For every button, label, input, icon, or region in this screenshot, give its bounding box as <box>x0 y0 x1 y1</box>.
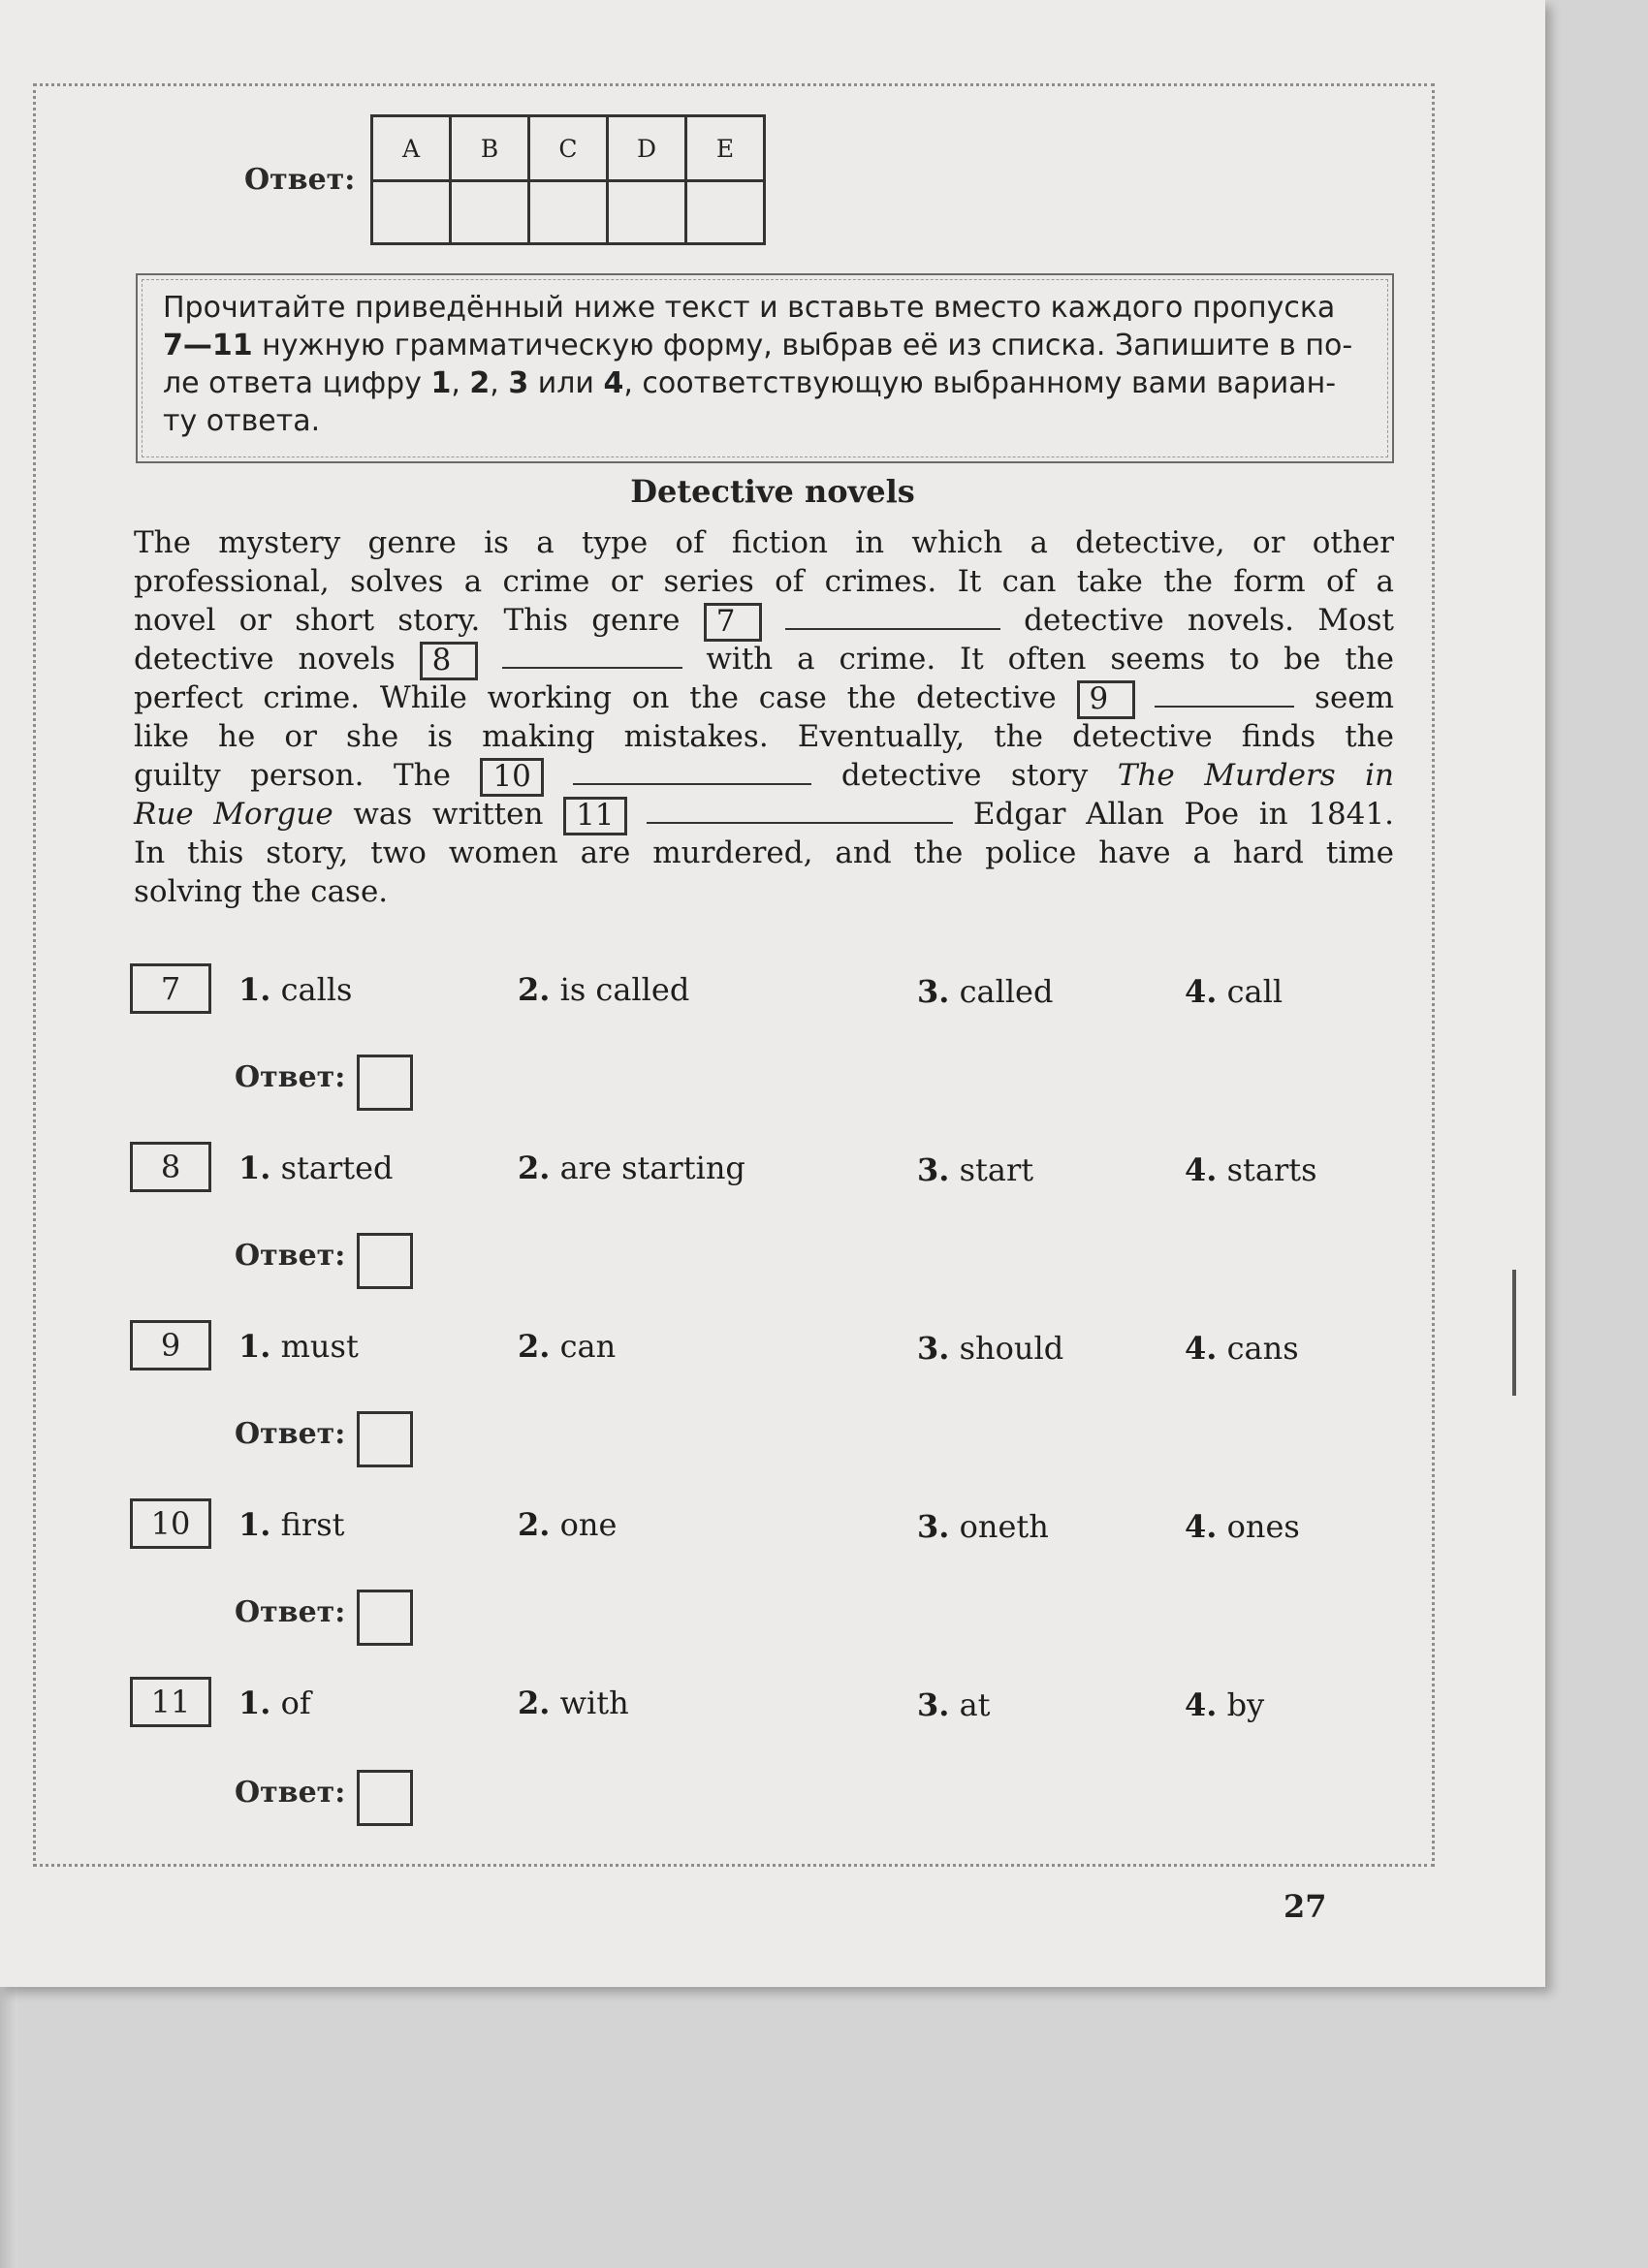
gap-7-blank[interactable] <box>785 601 1000 630</box>
option-number: 1. <box>238 971 271 1008</box>
grid-header-e: E <box>686 116 765 181</box>
answer-label: Ответ: <box>235 1060 346 1094</box>
option-number: 4. <box>1185 1686 1218 1723</box>
option-text: are starting <box>559 1150 745 1186</box>
instruction-line-1: Прочитайте приведённый ниже текст и вставьте вместо каждого пропуска <box>163 291 1336 325</box>
option-3[interactable] <box>917 1151 1033 1188</box>
option-number: 4. <box>1185 973 1218 1010</box>
instruction-digit-3: 3 <box>508 366 529 400</box>
instruction-sep-2: , <box>490 366 509 400</box>
gap-9-marker: 9 <box>1077 680 1135 719</box>
answer-box[interactable] <box>357 1770 413 1826</box>
option-text: can <box>559 1328 617 1365</box>
spine-edge-mark <box>1512 1270 1516 1396</box>
answer-box[interactable] <box>357 1055 413 1111</box>
answer-label: Ответ: <box>235 1417 346 1451</box>
instruction-line-3-end: , соответствующую выбранному вами вариан- <box>623 366 1337 400</box>
option-text: one <box>559 1506 618 1543</box>
option-4[interactable] <box>1185 1330 1299 1367</box>
option-text: should <box>959 1330 1064 1367</box>
option-2[interactable] <box>518 1506 617 1543</box>
gap-7-marker: 7 <box>704 603 762 642</box>
passage-line-10: solving the case. <box>134 874 389 909</box>
option-number: 3. <box>917 973 950 1010</box>
option-4[interactable] <box>1185 1508 1300 1545</box>
option-number: 2. <box>518 1328 551 1365</box>
option-number: 1. <box>238 1685 271 1721</box>
passage-line-8-c: Edgar Allan Poe in 1841. <box>972 797 1394 832</box>
option-number: 2. <box>518 1685 551 1721</box>
option-text: at <box>959 1686 991 1723</box>
instruction-digit-1: 1 <box>430 366 452 400</box>
option-text: ones <box>1226 1508 1300 1545</box>
gap-11-blank[interactable] <box>647 795 953 824</box>
question-number: 10 <box>130 1498 211 1549</box>
passage-line-9: In this story, two women are murdered, and the police have a hard time <box>134 835 1394 870</box>
grid-answer-cell-b[interactable] <box>451 181 529 244</box>
option-2[interactable] <box>518 971 689 1008</box>
answer-box[interactable] <box>357 1411 413 1467</box>
option-text: start <box>959 1151 1034 1188</box>
option-1[interactable] <box>238 1328 359 1365</box>
instruction-gap-range: 7—11 <box>163 329 253 362</box>
option-3[interactable] <box>917 1330 1063 1367</box>
option-3[interactable] <box>917 1508 1049 1545</box>
option-number: 2. <box>518 1150 551 1186</box>
passage-line-4-b: with a crime. It often seems to be the <box>706 642 1394 677</box>
passage-text <box>134 523 1394 911</box>
option-number: 4. <box>1185 1508 1218 1545</box>
option-4[interactable] <box>1185 973 1283 1010</box>
passage-line-5 <box>134 678 1394 717</box>
option-1[interactable] <box>238 1150 394 1186</box>
grid-header-b: B <box>451 116 529 181</box>
option-number: 4. <box>1185 1151 1218 1188</box>
passage-line-7 <box>134 756 1394 795</box>
option-1[interactable] <box>238 971 352 1008</box>
question-11 <box>0 1673 1545 1847</box>
instruction-digit-2: 2 <box>469 366 491 400</box>
question-number: 9 <box>130 1320 211 1370</box>
question-7 <box>0 960 1545 1134</box>
passage-line-4-a: detective novels <box>134 642 396 677</box>
instruction-line-3-start: ле ответа цифру <box>163 366 431 400</box>
page-number: 27 <box>1284 1888 1327 1925</box>
passage-line-1: The mystery genre is a type of fiction in which a detective, or other <box>134 525 1394 560</box>
option-number: 3. <box>917 1330 950 1367</box>
passage-line-4 <box>134 640 1394 678</box>
grid-header-d: D <box>608 116 686 181</box>
instruction-line-2: нужную грамматическую форму, выбрав её из списка. Запишите в по- <box>252 329 1353 362</box>
option-number: 1. <box>238 1328 271 1365</box>
option-text: started <box>280 1150 394 1186</box>
option-text: is called <box>559 971 690 1008</box>
question-10 <box>0 1495 1545 1669</box>
instruction-sep-1: , <box>451 366 470 400</box>
gap-9-blank[interactable] <box>1155 678 1294 708</box>
grid-answer-cell-d[interactable] <box>608 181 686 244</box>
answer-box[interactable] <box>357 1590 413 1646</box>
option-text: with <box>559 1685 629 1721</box>
option-number: 3. <box>917 1151 950 1188</box>
answer-label: Ответ: <box>235 1239 346 1273</box>
option-3[interactable] <box>917 1686 991 1723</box>
option-text: call <box>1226 973 1284 1010</box>
option-2[interactable] <box>518 1150 745 1186</box>
grid-answer-cell-c[interactable] <box>529 181 608 244</box>
option-number: 3. <box>917 1686 950 1723</box>
grid-answer-cell-a[interactable] <box>372 181 451 244</box>
option-4[interactable] <box>1185 1151 1317 1188</box>
grid-answer-cell-e[interactable] <box>686 181 765 244</box>
passage-line-5-b: seem <box>1315 680 1395 715</box>
passage-line-3 <box>134 601 1394 640</box>
instruction-digit-4: 4 <box>603 366 624 400</box>
answer-grid <box>370 114 766 245</box>
gap-10-marker: 10 <box>480 758 543 797</box>
option-number: 4. <box>1185 1330 1218 1367</box>
instruction-or: или <box>528 366 604 400</box>
instruction-box <box>136 273 1394 463</box>
question-number: 7 <box>130 963 211 1014</box>
option-text: first <box>280 1506 345 1543</box>
answer-box[interactable] <box>357 1233 413 1289</box>
passage-line-8-b: was written <box>353 797 544 832</box>
option-number: 1. <box>238 1150 271 1186</box>
passage-line-8 <box>134 795 1394 834</box>
gap-11-marker: 11 <box>563 797 626 835</box>
question-8 <box>0 1138 1545 1312</box>
option-3[interactable] <box>917 973 1053 1010</box>
gap-10-blank[interactable] <box>573 756 811 785</box>
passage-line-3-a: novel or short story. This genre <box>134 603 681 638</box>
answer-label: Ответ: <box>235 1776 346 1810</box>
passage-line-2: professional, solves a crime or series of crimes. It can take the form of a <box>134 564 1394 599</box>
option-text: called <box>959 973 1054 1010</box>
option-number: 1. <box>238 1506 271 1543</box>
passage-line-6: like he or she is making mistakes. Eventually, the detective finds the <box>134 719 1394 754</box>
option-text: of <box>280 1685 311 1721</box>
option-2[interactable] <box>518 1685 629 1721</box>
passage-line-7-b: detective story <box>840 758 1089 793</box>
option-4[interactable] <box>1185 1686 1264 1723</box>
passage-title: Detective novels <box>630 473 915 510</box>
option-text: by <box>1226 1686 1265 1723</box>
passage-book-title-part-2: Rue Morgue <box>134 797 333 832</box>
question-number: 8 <box>130 1142 211 1192</box>
passage-book-title-part-1: The Murders in <box>1117 758 1395 793</box>
option-number: 3. <box>917 1508 950 1545</box>
option-text: calls <box>280 971 353 1008</box>
option-text: must <box>280 1328 359 1365</box>
gap-8-marker: 8 <box>420 642 478 680</box>
passage-line-7-a: guilty person. The <box>134 758 451 793</box>
question-number: 11 <box>130 1677 211 1727</box>
grid-header-a: A <box>372 116 451 181</box>
option-text: starts <box>1226 1151 1317 1188</box>
gap-8-blank[interactable] <box>502 640 682 669</box>
question-9 <box>0 1316 1545 1491</box>
option-text: cans <box>1226 1330 1299 1367</box>
option-number: 2. <box>518 971 551 1008</box>
grid-header-c: C <box>529 116 608 181</box>
answer-grid-label: Ответ: <box>244 163 356 197</box>
passage-line-5-a: perfect crime. While working on the case the detective <box>134 680 1057 715</box>
option-number: 2. <box>518 1506 551 1543</box>
option-1[interactable] <box>238 1685 311 1721</box>
option-text: oneth <box>959 1508 1049 1545</box>
option-1[interactable] <box>238 1506 345 1543</box>
option-2[interactable] <box>518 1328 616 1365</box>
answer-label: Ответ: <box>235 1595 346 1629</box>
instruction-line-4: ту ответа. <box>163 404 321 438</box>
passage-line-3-b: detective novels. Most <box>1024 603 1394 638</box>
